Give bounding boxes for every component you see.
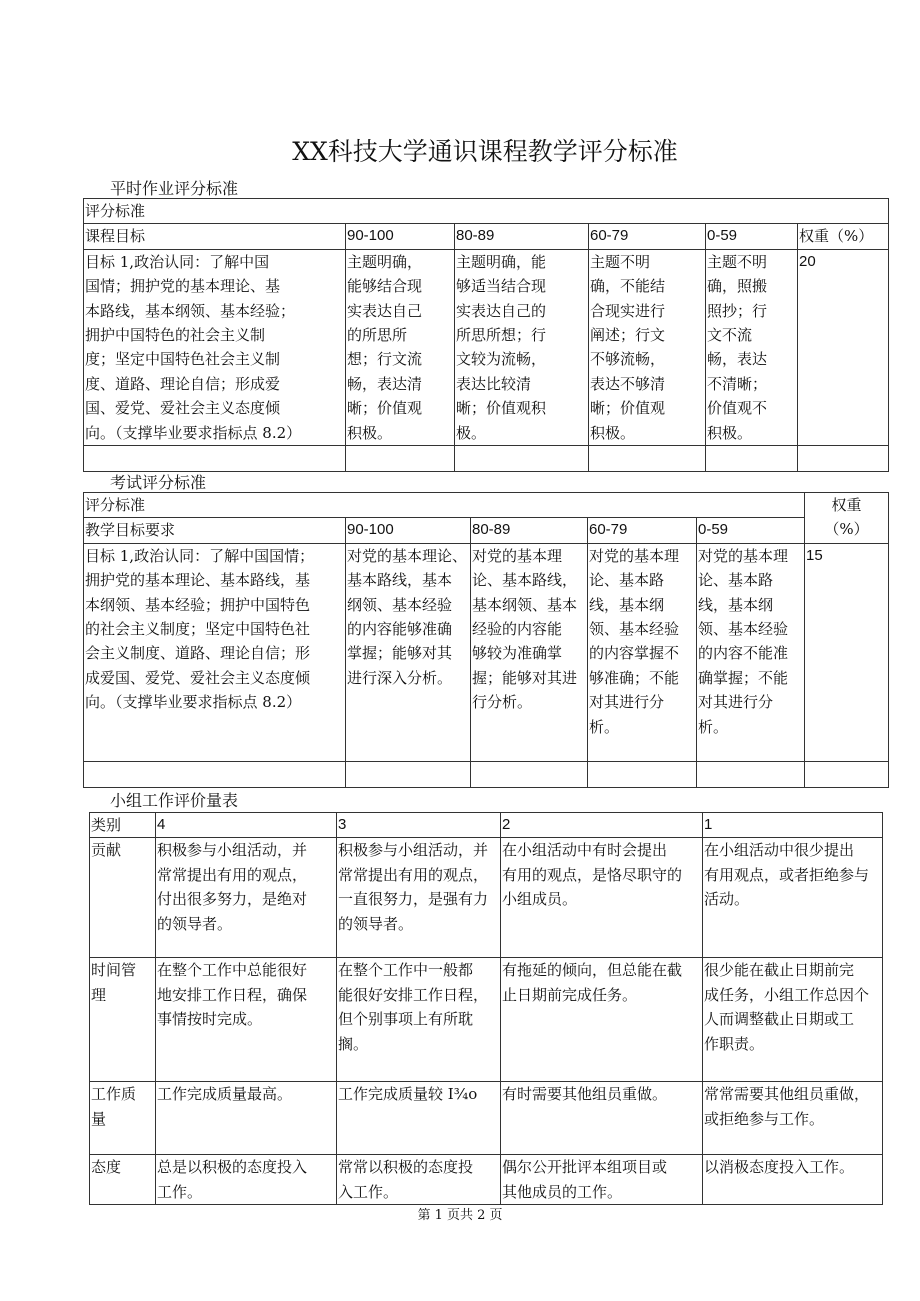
- table-row: [90, 1082, 883, 1155]
- group-section-label: 小组工作评价量表: [110, 791, 239, 810]
- table-cell: 主题不明 确，不能结 合现实进行 阐述；行文 不够流畅， 表达不够清 晰；价值观 积极。: [589, 249, 706, 445]
- table-cell: 常常以积极的态度投 入工作。: [337, 1155, 501, 1205]
- column-header: 90-100: [346, 518, 471, 543]
- table-cell: 在整个工作中一般都 能很好安排工作日程， 但个别事项上有所耽 搁。: [337, 958, 501, 1082]
- weight-cell: 15: [805, 543, 889, 761]
- empty-cell: [455, 446, 589, 472]
- column-header: 0-59: [706, 224, 798, 249]
- column-header: 80-89: [455, 224, 589, 249]
- empty-cell: [798, 446, 889, 472]
- table-cell: 对党的基本理 论、基本路线， 基本纲领、基本 经验的内容能 够较为准确掌 握；能够对其进 行分析。: [471, 543, 588, 761]
- empty-cell: [805, 761, 889, 787]
- column-header: 0-59: [697, 518, 805, 543]
- table-cell: 积极参与小组活动，并 常常提出有用的观点， 付出很多努力，是绝对 的领导者。: [156, 838, 337, 958]
- column-header: 1: [703, 813, 883, 838]
- weight-header: 权重 （%）: [805, 493, 889, 544]
- table-cell: 很少能在截止日期前完 成任务，小组工作总因个 人而调整截止日期或工 作职责。: [703, 958, 883, 1082]
- empty-cell: [697, 761, 805, 787]
- row-label: 贡献: [90, 838, 156, 958]
- page-title: XX科技大学通识课程教学评分标准: [292, 137, 678, 166]
- table-cell: 对党的基本理论、 基本路线，基本 纲领、基本经验 的内容能够准确 掌握；能够对其 进行深入分析。: [346, 543, 471, 761]
- empty-cell: [84, 761, 346, 787]
- row-label: 态度: [90, 1155, 156, 1205]
- empty-cell: [346, 446, 455, 472]
- homework-table: [83, 198, 889, 472]
- exam-table: [83, 492, 889, 788]
- empty-cell: [706, 446, 798, 472]
- table-cell: 主题明确，能 够适当结合现 实表达自己的 所思所想；行 文较为流畅， 表达比较清 晰；价值观积 极。: [455, 249, 589, 445]
- page-footer: 第 1 页共 2 页: [417, 1208, 503, 1223]
- homework-section-label: 平时作业评分标准: [110, 179, 239, 198]
- table-row: [90, 838, 883, 958]
- empty-cell: [588, 761, 697, 787]
- table-cell: 积极参与小组活动，并 常常提出有用的观点， 一直很努力，是强有力 的领导者。: [337, 838, 501, 958]
- table-cell: 目标 1,政治认同：了解中国 国情；拥护党的基本理论、基 本路线，基本纲领、基本经验； 拥护中国特色的社会主义制 度；坚定中国特色社会主义制 度、道路、理论自信；形成爱 国、爱党、爱社会主义态度倾 向。（支撑毕业要求指标点 8.2）: [84, 249, 346, 445]
- table-cell: 对党的基本理 论、基本路 线，基本纲 领、基本经验 的内容掌握不 够准确；不能 对其进行分 析。: [588, 543, 697, 761]
- row-label: 时间管 理: [90, 958, 156, 1082]
- table-cell: 在小组活动中有时会提出 有用的观点，是恪尽职守的 小组成员。: [501, 838, 703, 958]
- table-cell: 常常需要其他组员重做， 或拒绝参与工作。: [703, 1082, 883, 1155]
- empty-cell: [84, 446, 346, 472]
- table-cell: 主题不明 确，照搬 照抄；行 文不流 畅，表达 不清晰； 价值观不 积极。: [706, 249, 798, 445]
- table-header: 评分标准: [84, 199, 889, 224]
- table-cell: 目标 1,政治认同：了解中国国情； 拥护党的基本理论、基本路线，基 本纲领、基本经验；拥护中国特色 的社会主义制度；坚定中国特色社 会主义制度、道路、理论自信；形 成爱国、爱党、爱社会主义态度倾 向。（支撑毕业要求指标点 8.2）: [84, 543, 346, 761]
- column-header: 60-79: [588, 518, 697, 543]
- column-header: 90-100: [346, 224, 455, 249]
- column-header: 2: [501, 813, 703, 838]
- table-cell: 工作完成质量最高。: [156, 1082, 337, 1155]
- table-cell: 工作完成质量较 I¾o: [337, 1082, 501, 1155]
- column-header: 类别: [90, 813, 156, 838]
- column-header: 3: [337, 813, 501, 838]
- table-cell: 主题明确， 能够结合现 实表达自己 的所思所 想；行文流 畅，表达清 晰；价值观 积极。: [346, 249, 455, 445]
- table-row: [90, 958, 883, 1082]
- empty-cell: [471, 761, 588, 787]
- weight-cell: 20: [798, 249, 889, 445]
- column-header: 课程目标: [84, 224, 346, 249]
- column-header: 60-79: [589, 224, 706, 249]
- empty-cell: [589, 446, 706, 472]
- table-row: [90, 1155, 883, 1205]
- row-label: 工作质 量: [90, 1082, 156, 1155]
- table-cell: 对党的基本理 论、基本路 线，基本纲 领、基本经验 的内容不能准 确掌握；不能 对其进行分 析。: [697, 543, 805, 761]
- exam-section-label: 考试评分标准: [110, 473, 207, 492]
- empty-cell: [346, 761, 471, 787]
- table-header: 评分标准: [84, 493, 805, 518]
- table-cell: 在整个工作中总能很好 地安排工作日程，确保 事情按时完成。: [156, 958, 337, 1082]
- table-cell: 有时需要其他组员重做。: [501, 1082, 703, 1155]
- column-header: 权重（%）: [798, 224, 889, 249]
- table-cell: 偶尔公开批评本组项目或 其他成员的工作。: [501, 1155, 703, 1205]
- column-header: 80-89: [471, 518, 588, 543]
- table-cell: 以消极态度投入工作。: [703, 1155, 883, 1205]
- table-cell: 在小组活动中很少提出 有用观点，或者拒绝参与 活动。: [703, 838, 883, 958]
- table-cell: 总是以积极的态度投入 工作。: [156, 1155, 337, 1205]
- column-header: 4: [156, 813, 337, 838]
- group-table: [89, 812, 883, 1205]
- column-header: 教学目标要求: [84, 518, 346, 543]
- table-cell: 有拖延的倾向，但总能在截 止日期前完成任务。: [501, 958, 703, 1082]
